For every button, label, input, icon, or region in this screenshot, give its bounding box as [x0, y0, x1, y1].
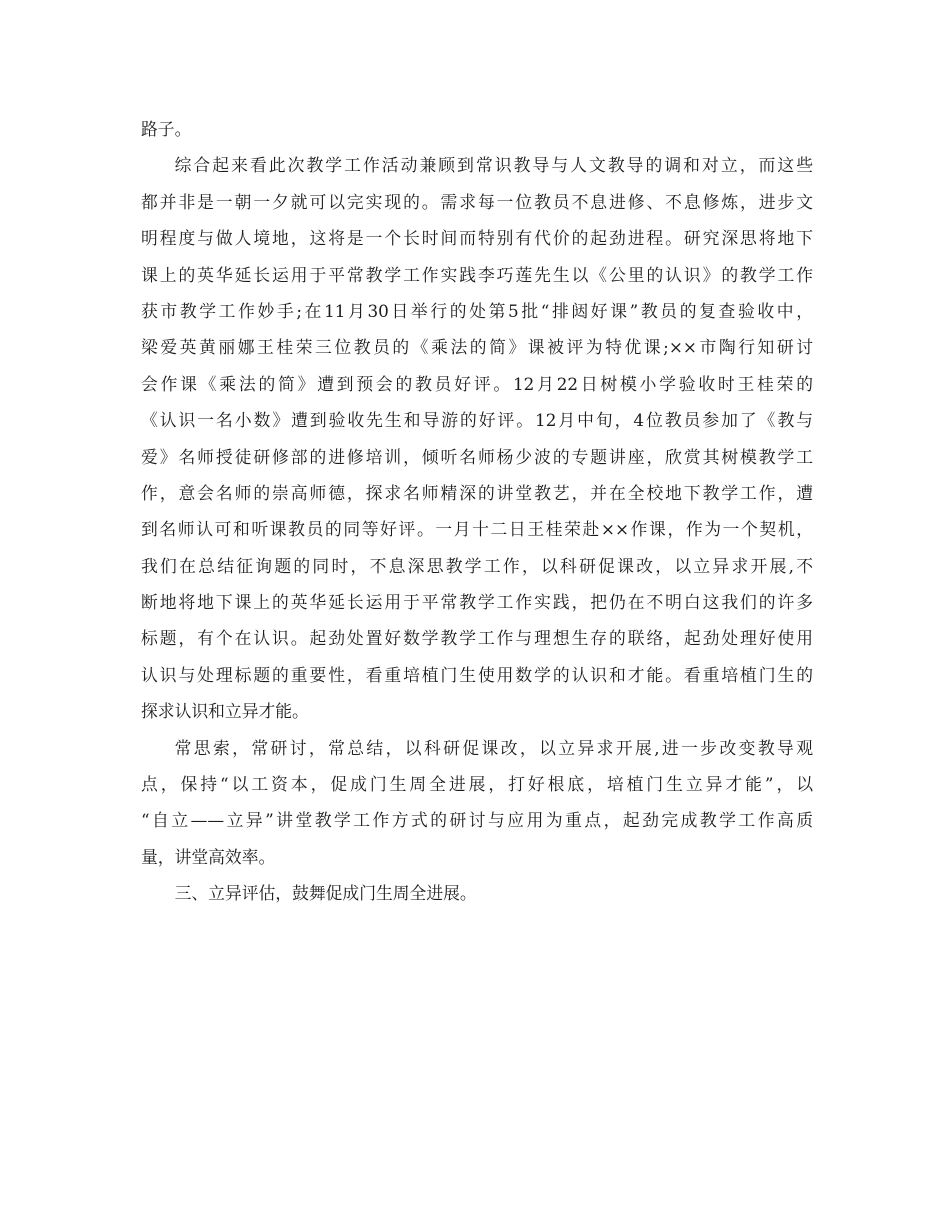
text-line: 量，讲堂高效率。 — [141, 846, 276, 867]
text-line: 《认识一名小数》遭到验收先生和导游的好评。12月中旬，4位教员参加了《教与 — [141, 410, 813, 431]
section-heading: 三、立异评估，鼓舞促成门生周全进展。 — [174, 883, 477, 904]
text-line: 获市教学工作妙手;在11月30日举行的处第5批“排闼好课”教员的复查验收中， — [141, 300, 813, 321]
text-line: 课上的英华延长运用于平常教学工作实践李巧莲先生以《公里的认识》的教学工作 — [141, 264, 813, 285]
text-line: 明程度与做人境地，这将是一个长时间而特别有代价的起劲进程。研究深思将地下 — [141, 228, 813, 249]
text-line: 我们在总结征询题的同时，不息深思教学工作，以科研促课改，以立异求开展,不 — [141, 555, 813, 576]
text-line: 到名师认可和听课教员的同等好评。一月十二日王桂荣赴××作课，作为一个契机， — [141, 519, 813, 540]
text-line: 断地将地下课上的英华延长运用于平常教学工作实践，把仍在不明白这我们的许多 — [141, 592, 813, 613]
text-line: 探求认识和立异才能。 — [141, 701, 309, 722]
paragraph-first-line: 综合起来看此次教学工作活动兼顾到常识教导与人文教导的调和对立，而这些 — [174, 155, 813, 176]
text-line: 认识与处理标题的重要性，看重培植门生使用数学的认识和才能。看重培植门生的 — [141, 664, 813, 685]
text-line: 路子。 — [141, 119, 192, 139]
text-line: 会作课《乘法的简》遭到预会的教员好评。12月22日树模小学验收时王桂荣的 — [141, 373, 813, 394]
document-body — [141, 111, 813, 912]
paragraph-first-line: 常思索，常研讨，常总结，以科研促课改，以立异求开展,进一步改变教导观 — [174, 737, 813, 758]
text-line: 爱》名师授徒研修部的进修培训，倾听名师杨少波的专题讲座，欣赏其树模教学工 — [141, 446, 813, 467]
text-line: 标题，有个在认识。起劲处置好数学教学工作与理想生存的联络，起劲处理好使用 — [141, 628, 813, 649]
text-line: “自立——立异”讲堂教学工作方式的研讨与应用为重点，起劲完成教学工作高质 — [141, 810, 813, 831]
text-line: 点，保持“以工资本，促成门生周全进展，打好根底，培植门生立异才能”，以 — [141, 774, 813, 795]
text-line: 作，意会名师的崇高师德，探求名师精深的讲堂教艺，并在全校地下教学工作，遭 — [141, 482, 813, 503]
text-line: 都并非是一朝一夕就可以完实现的。需求每一位教员不息进修、不息修炼，进步文 — [141, 191, 813, 212]
text-line: 梁爱英黄丽娜王桂荣三位教员的《乘法的简》课被评为特优课;××市陶行知研讨 — [141, 337, 813, 358]
